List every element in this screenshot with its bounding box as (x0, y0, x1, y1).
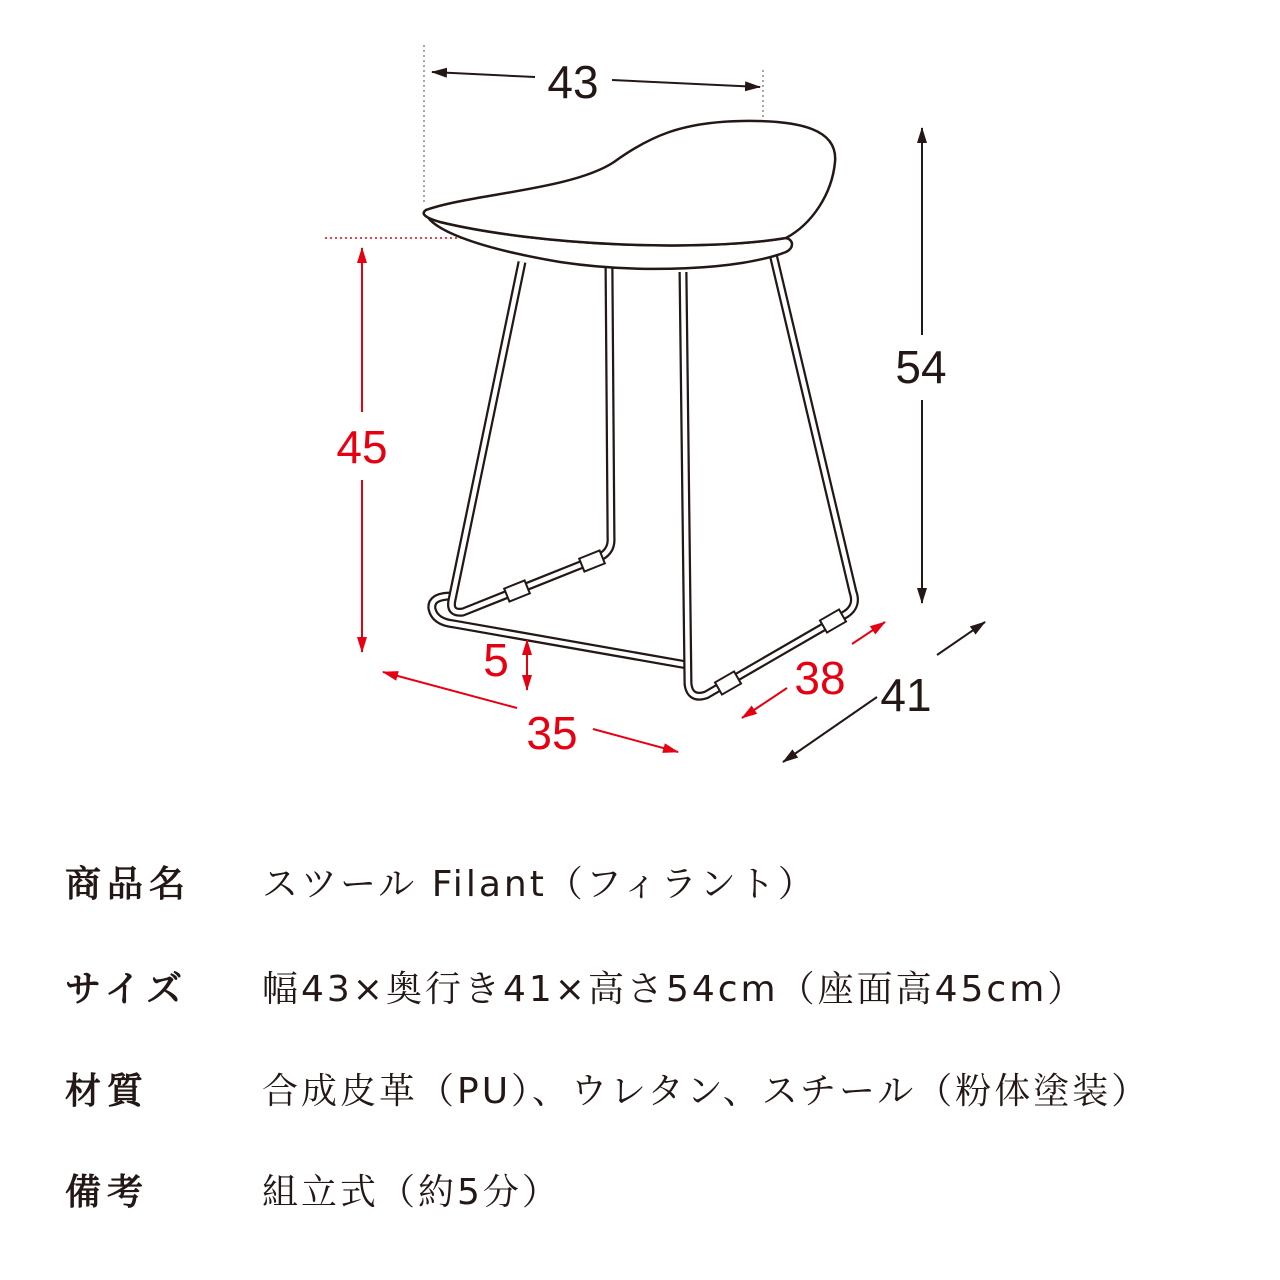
seat-height-dimension (336, 248, 387, 652)
spec-label: 商品名 (65, 864, 192, 905)
base-width-label: 35 (526, 707, 578, 759)
depth-arrow-back (937, 622, 985, 655)
base-depth-arrow-front (742, 688, 787, 718)
stool-seat (424, 121, 835, 269)
spec-row-notes (0, 1163, 1280, 1223)
width-dimension (432, 56, 760, 108)
seat-top (424, 121, 835, 246)
base-depth-arrow-back (852, 622, 885, 644)
foot-pad (504, 580, 530, 601)
seat-height-label: 45 (336, 421, 388, 473)
depth-arrow-front (783, 697, 877, 762)
base-depth-label: 38 (794, 652, 846, 704)
spec-row-product-name (0, 855, 1280, 915)
floor-clearance-label: 5 (483, 634, 509, 686)
spec-row-material (0, 1062, 1280, 1122)
spec-value: スツール Filant（フィラント） (262, 864, 817, 905)
spec-value: 合成皮革（PU）、ウレタン、スチール（粉体塗装） (262, 1071, 1151, 1112)
foot-pad (715, 671, 741, 694)
foot-pad (579, 550, 605, 571)
width-arrow-right (612, 80, 760, 87)
spec-value: 組立式（約5分） (262, 1172, 561, 1213)
height-dimension (895, 128, 946, 603)
spec-label: 材質 (65, 1071, 150, 1112)
width-arrow-left (432, 72, 535, 77)
stool-frame (432, 254, 855, 696)
spec-value: 幅43×奥行き41×高さ54cm（座面高45cm） (262, 969, 1087, 1010)
spec-label: 備考 (65, 1172, 150, 1213)
base-width-dimension (383, 672, 678, 759)
foot-pad (820, 609, 846, 632)
width-label: 43 (547, 56, 599, 108)
spec-label: サイズ (65, 969, 189, 1010)
depth-label: 41 (880, 669, 932, 721)
floor-clearance-dimension (483, 634, 527, 690)
base-width-arrow-right (593, 729, 678, 752)
spec-row-size (0, 960, 1280, 1020)
height-label: 54 (895, 341, 947, 393)
